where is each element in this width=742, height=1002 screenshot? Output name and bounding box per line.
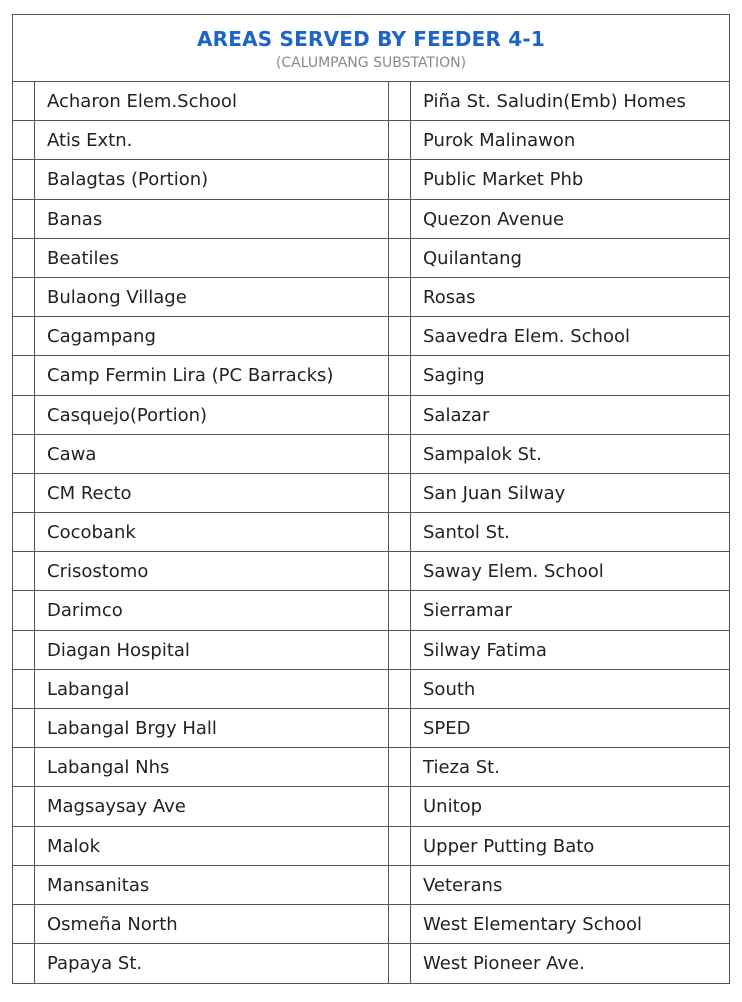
area-name: Magsaysay Ave <box>47 796 186 818</box>
area-cell-left <box>35 944 389 983</box>
area-cell-right <box>411 827 729 865</box>
area-cell-right <box>411 787 729 825</box>
area-name: Crisostomo <box>47 561 149 583</box>
area-name: Casquejo(Portion) <box>47 404 208 426</box>
row-marker-cell-left <box>13 396 35 434</box>
row-marker-cell-right <box>389 591 411 629</box>
area-cell-right <box>411 474 729 512</box>
area-name: CM Recto <box>47 482 132 504</box>
area-cell-right <box>411 356 729 394</box>
area-cell-left <box>35 513 389 551</box>
area-name: South <box>423 678 476 700</box>
area-cell-left <box>35 905 389 943</box>
area-cell-right <box>411 239 729 277</box>
table-row <box>13 435 729 474</box>
area-cell-right <box>411 200 729 238</box>
area-cell-left <box>35 827 389 865</box>
table-row <box>13 82 729 121</box>
area-cell-left <box>35 356 389 394</box>
area-name: Cawa <box>47 443 97 465</box>
area-name: Unitop <box>423 796 483 818</box>
table-row <box>13 709 729 748</box>
area-name: Upper Putting Bato <box>423 835 595 857</box>
table-row <box>13 474 729 513</box>
area-cell-left <box>35 435 389 473</box>
row-marker-cell-right <box>389 474 411 512</box>
row-marker-cell-left <box>13 552 35 590</box>
areas-table <box>12 14 730 984</box>
area-name: Labangal <box>47 678 130 700</box>
area-cell-left <box>35 748 389 786</box>
row-marker-cell-right <box>389 356 411 394</box>
area-cell-right <box>411 552 729 590</box>
row-marker-cell-left <box>13 905 35 943</box>
row-marker-cell-left <box>13 278 35 316</box>
area-name: Sampalok St. <box>423 443 542 465</box>
row-marker-cell-left <box>13 356 35 394</box>
row-marker-cell-left <box>13 591 35 629</box>
table-row <box>13 317 729 356</box>
area-cell-right <box>411 670 729 708</box>
area-cell-right <box>411 905 729 943</box>
row-marker-cell-right <box>389 278 411 316</box>
row-marker-cell-right <box>389 200 411 238</box>
row-marker-cell-left <box>13 239 35 277</box>
row-marker-cell-left <box>13 866 35 904</box>
table-row <box>13 121 729 160</box>
row-marker-cell-right <box>389 866 411 904</box>
area-name: Saavedra Elem. School <box>423 326 630 348</box>
area-name: Rosas <box>423 286 476 308</box>
table-row <box>13 160 729 199</box>
area-cell-left <box>35 160 389 198</box>
area-name: Acharon Elem.School <box>47 91 237 112</box>
area-name: Osmeña North <box>47 913 178 935</box>
area-cell-right <box>411 278 729 316</box>
area-name: Camp Fermin Lira (PC Barracks) <box>47 365 334 387</box>
table-row <box>13 356 729 395</box>
table-title: AREAS SERVED BY FEEDER 4-1 <box>196 27 546 51</box>
table-row <box>13 591 729 630</box>
row-marker-cell-left <box>13 631 35 669</box>
area-cell-left <box>35 317 389 355</box>
row-marker-cell-right <box>389 905 411 943</box>
area-name: Santol St. <box>423 522 510 544</box>
row-marker-cell-left <box>13 513 35 551</box>
area-name: San Juan Silway <box>423 482 566 504</box>
table-row <box>13 670 729 709</box>
area-name: Quilantang <box>423 247 522 269</box>
row-marker-cell-left <box>13 200 35 238</box>
area-name: Bulaong Village <box>47 286 187 308</box>
area-cell-left <box>35 239 389 277</box>
row-marker-cell-left <box>13 709 35 747</box>
area-name: West Pioneer Ave. <box>423 953 585 975</box>
row-marker-cell-right <box>389 160 411 198</box>
area-name: Labangal Brgy Hall <box>47 718 217 739</box>
area-cell-right <box>411 748 729 786</box>
table-row <box>13 866 729 905</box>
row-marker-cell-right <box>389 748 411 786</box>
row-marker-cell-right <box>389 82 411 120</box>
row-marker-cell-right <box>389 513 411 551</box>
row-marker-cell-right <box>389 670 411 708</box>
table-row <box>13 787 729 826</box>
row-marker-cell-left <box>13 827 35 865</box>
area-cell-right <box>411 160 729 198</box>
area-cell-right <box>411 82 729 120</box>
area-name: Labangal Nhs <box>47 757 170 779</box>
area-cell-left <box>35 709 389 747</box>
area-name: Cagampang <box>47 326 156 348</box>
area-cell-right <box>411 591 729 629</box>
table-row <box>13 200 729 239</box>
area-cell-right <box>411 513 729 551</box>
area-name: Beatiles <box>47 247 119 269</box>
row-marker-cell-right <box>389 317 411 355</box>
area-cell-left <box>35 278 389 316</box>
area-cell-right <box>411 631 729 669</box>
row-marker-cell-left <box>13 670 35 708</box>
row-marker-cell-right <box>389 239 411 277</box>
row-marker-cell-right <box>389 631 411 669</box>
area-name: Diagan Hospital <box>47 639 190 661</box>
area-name: Public Market Phb <box>423 169 584 191</box>
table-row <box>13 278 729 317</box>
row-marker-cell-left <box>13 317 35 355</box>
table-row <box>13 239 729 278</box>
area-name: Silway Fatima <box>423 639 547 661</box>
area-cell-left <box>35 866 389 904</box>
table-row <box>13 396 729 435</box>
area-cell-right <box>411 396 729 434</box>
area-cell-left <box>35 552 389 590</box>
table-row <box>13 631 729 670</box>
row-marker-cell-right <box>389 827 411 865</box>
row-marker-cell-right <box>389 944 411 983</box>
table-row <box>13 513 729 552</box>
area-name: Salazar <box>423 404 490 426</box>
areas-grid <box>13 82 729 983</box>
area-name: Cocobank <box>47 522 136 544</box>
table-row <box>13 905 729 944</box>
area-cell-left <box>35 670 389 708</box>
area-name: Papaya St. <box>47 953 143 975</box>
area-cell-left <box>35 591 389 629</box>
area-name: Balagtas (Portion) <box>47 169 209 191</box>
area-name: SPED <box>423 718 471 739</box>
area-name: Purok Malinawon <box>423 130 576 152</box>
area-name: Quezon Avenue <box>423 208 565 230</box>
row-marker-cell-left <box>13 82 35 120</box>
table-header <box>13 15 729 82</box>
area-name: Mansanitas <box>47 874 150 896</box>
area-name: Sierramar <box>423 600 512 622</box>
area-cell-right <box>411 944 729 983</box>
area-cell-right <box>411 866 729 904</box>
row-marker-cell-right <box>389 396 411 434</box>
table-row <box>13 944 729 983</box>
area-cell-left <box>35 82 389 120</box>
row-marker-cell-left <box>13 121 35 159</box>
area-name: Piña St. Saludin(Emb) Homes <box>423 91 686 112</box>
row-marker-cell-right <box>389 787 411 825</box>
area-name: Darimco <box>47 600 123 622</box>
row-marker-cell-right <box>389 435 411 473</box>
row-marker-cell-left <box>13 748 35 786</box>
area-cell-right <box>411 317 729 355</box>
table-subtitle: (CALUMPANG SUBSTATION) <box>275 55 467 71</box>
area-name: Malok <box>47 835 100 857</box>
row-marker-cell-left <box>13 160 35 198</box>
area-name: Saging <box>423 365 485 387</box>
area-cell-right <box>411 121 729 159</box>
table-row <box>13 827 729 866</box>
table-row <box>13 748 729 787</box>
row-marker-cell-right <box>389 552 411 590</box>
area-cell-left <box>35 121 389 159</box>
area-cell-right <box>411 435 729 473</box>
area-name: Saway Elem. School <box>423 561 604 583</box>
area-cell-left <box>35 631 389 669</box>
row-marker-cell-left <box>13 944 35 983</box>
area-name: West Elementary School <box>423 913 643 935</box>
area-name: Tieza St. <box>423 757 500 779</box>
area-name: Atis Extn. <box>47 130 133 152</box>
row-marker-cell-left <box>13 435 35 473</box>
area-cell-left <box>35 396 389 434</box>
area-cell-left <box>35 200 389 238</box>
row-marker-cell-left <box>13 474 35 512</box>
row-marker-cell-right <box>389 709 411 747</box>
area-cell-left <box>35 787 389 825</box>
area-cell-left <box>35 474 389 512</box>
area-name: Veterans <box>423 874 503 896</box>
row-marker-cell-left <box>13 787 35 825</box>
area-name: Banas <box>47 208 103 230</box>
table-row <box>13 552 729 591</box>
area-cell-right <box>411 709 729 747</box>
row-marker-cell-right <box>389 121 411 159</box>
